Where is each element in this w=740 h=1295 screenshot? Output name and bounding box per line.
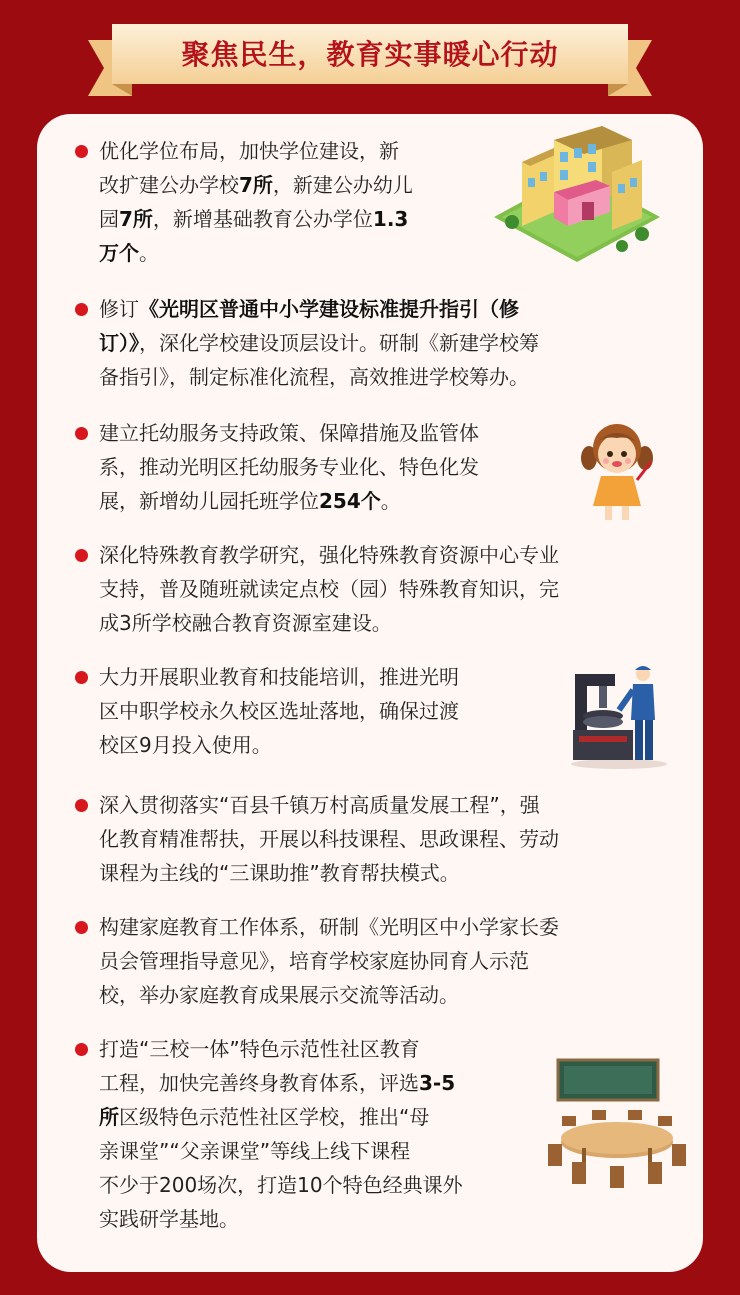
item-line: 建立托幼服务支持政策、保障措施及监管体 bbox=[99, 421, 479, 445]
highlight-text: 3-5 bbox=[419, 1071, 456, 1095]
item-line: 工程，加快完善终身教育体系，评选3-5 bbox=[99, 1071, 456, 1095]
item-line: 所区级特色示范性社区学校，推出“母 bbox=[99, 1105, 430, 1129]
school-building-icon bbox=[492, 122, 662, 272]
item-text bbox=[99, 134, 413, 270]
header-banner bbox=[0, 0, 740, 110]
item-text bbox=[99, 416, 479, 518]
bullet-dot bbox=[75, 145, 88, 158]
item-line: 区中职学校永久校区选址落地，确保过渡 bbox=[99, 699, 459, 723]
content-card bbox=[37, 114, 703, 1272]
item-text bbox=[99, 660, 459, 762]
highlight-text: 7所 bbox=[119, 207, 153, 231]
item-line: 打造“三校一体”特色示范性社区教育 bbox=[99, 1037, 420, 1061]
item-line: 展，新增幼儿园托班学位254个。 bbox=[99, 489, 401, 513]
item-line: 不少于200场次，打造10个特色经典课外 bbox=[99, 1173, 463, 1197]
highlight-text: 1.3 bbox=[372, 207, 409, 231]
item-line: 大力开展职业教育和技能培训，推进光明 bbox=[99, 665, 459, 689]
item-line: 万个。 bbox=[99, 241, 159, 265]
item-line: 构建家庭教育工作体系，研制《光明区中小学家长委 bbox=[99, 915, 559, 939]
item-line: 修订《光明区普通中小学建设标准提升指引（修 bbox=[99, 297, 519, 321]
item-line: 深入贯彻落实“百县千镇万村高质量发展工程”，强 bbox=[99, 793, 540, 817]
item-line: 支持，普及随班就读定点校（园）特殊教育知识，完 bbox=[99, 577, 559, 601]
classroom-table-icon bbox=[542, 1058, 692, 1190]
item-line: 优化学位布局，加快学位建设，新 bbox=[99, 139, 399, 163]
item-line: 亲课堂”“父亲课堂”等线上线下课程 bbox=[99, 1139, 411, 1163]
bullet-dot bbox=[75, 921, 88, 934]
page-title: 聚焦民生，教育实事暖心行动 bbox=[181, 38, 559, 71]
item-text bbox=[99, 788, 559, 890]
item-line: 成3所学校融合教育资源室建设。 bbox=[99, 611, 392, 635]
highlight-text: 万个 bbox=[99, 241, 139, 265]
highlight-text: 订）》 bbox=[99, 331, 139, 355]
girl-drawing-icon bbox=[579, 414, 657, 524]
item-text bbox=[99, 910, 559, 1012]
item-line: 备指引》，制定标准化流程，高效推进学校筹办。 bbox=[99, 365, 529, 389]
item-line: 改扩建公办学校7所，新建公办幼儿 bbox=[99, 173, 413, 197]
item-text bbox=[99, 292, 539, 394]
item-line: 校，举办家庭教育成果展示交流等活动。 bbox=[99, 983, 459, 1007]
item-line: 订）》，深化学校建设顶层设计。研制《新建学校筹 bbox=[99, 331, 539, 355]
bullet-dot bbox=[75, 799, 88, 812]
item-line: 课程为主线的“三课助推”教育帮扶模式。 bbox=[99, 861, 460, 885]
item-line: 实践研学基地。 bbox=[99, 1207, 239, 1231]
highlight-text: 254个 bbox=[319, 489, 381, 513]
bullet-dot bbox=[75, 549, 88, 562]
bullet-dot bbox=[75, 671, 88, 684]
highlight-text: 《光明区普通中小学建设标准提升指引（修 bbox=[139, 297, 519, 321]
highlight-text: 7所 bbox=[239, 173, 273, 197]
worker-machine-icon bbox=[569, 660, 669, 770]
item-line: 化教育精准帮扶，开展以科技课程、思政课程、劳动 bbox=[99, 827, 559, 851]
bullet-dot bbox=[75, 303, 88, 316]
highlight-text: 所 bbox=[99, 1105, 119, 1129]
item-line: 校区9月投入使用。 bbox=[99, 733, 272, 757]
item-text bbox=[99, 538, 559, 640]
bullet-dot bbox=[75, 1043, 88, 1056]
bullet-dot bbox=[75, 427, 88, 440]
item-text bbox=[99, 1032, 463, 1236]
item-line: 深化特殊教育教学研究，强化特殊教育资源中心专业 bbox=[99, 543, 559, 567]
item-line: 系，推动光明区托幼服务专业化、特色化发 bbox=[99, 455, 479, 479]
item-line: 员会管理指导意见》，培育学校家庭协同育人示范 bbox=[99, 949, 529, 973]
item-line: 园7所，新增基础教育公办学位1.3 bbox=[99, 207, 409, 231]
